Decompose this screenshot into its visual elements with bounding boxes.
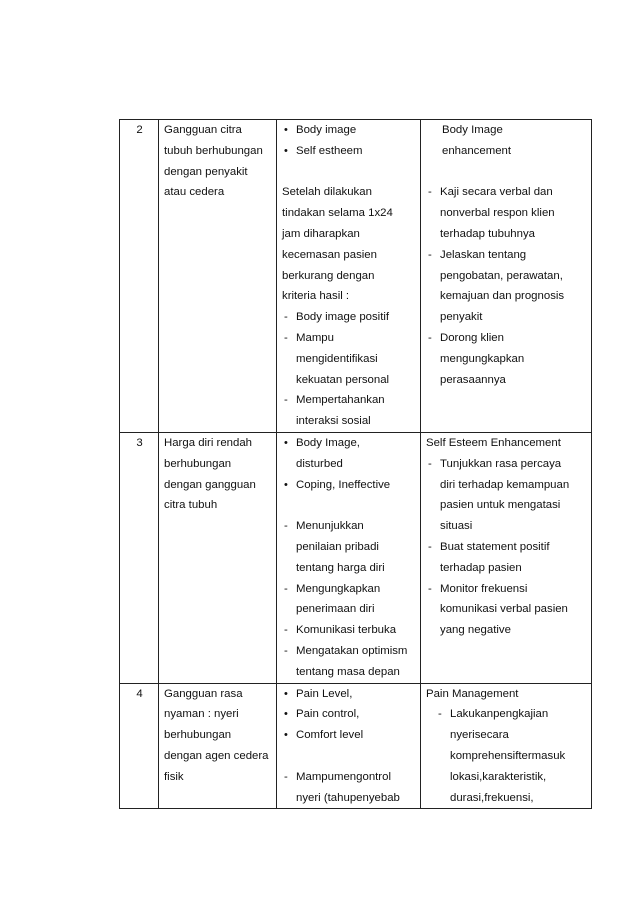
criteria-item: - Mengatakan optimism tentang masa depan [282,641,416,683]
bullet-item: • Body image [282,120,416,141]
row-number: 4 [120,683,159,809]
diagnosis-cell: Gangguan rasa nyaman : nyeri berhubungan dengan agen cedera fisik [159,683,277,809]
intervention-item: - Lakukanpengkajian nyerisecara komprehensiftermasuk lokasi,karakteristik, durasi,frekuensi, [426,704,587,808]
bullet-item: • Coping, Ineffective [282,475,416,496]
criteria-item: - Menunjukkan penilaian pribadi tentang harga diri [282,516,416,578]
diagnosis-cell: Gangguan citra tubuh berhubungan dengan penyakit atau cedera [159,120,277,433]
intervention-cell: Body Image enhancement - Kaji secara verbal dan nonverbal respon klien terhadap tubuhnya - Jelaskan tentang pengobatan, perawatan, kemajuan dan prognosis penyakit - Dorong klien mengungkapkan perasaannya [421,120,592,433]
criteria-item: - Mempertahankan interaksi sosial [282,390,416,432]
row-number: 2 [120,120,159,433]
intervention-item: - Buat statement positif terhadap pasien [426,537,587,579]
intervention-item: - Jelaskan tentang pengobatan, perawatan, kemajuan dan prognosis penyakit [426,245,587,328]
bullet-item: • Pain Level, [282,684,416,705]
criteria-item: - Komunikasi terbuka [282,620,416,641]
intervention-item: - Monitor frekuensi komunikasi verbal pasien yang negative [426,579,587,641]
intervention-cell: Pain Management - Lakukanpengkajian nyerisecara komprehensiftermasuk lokasi,karakteristik, durasi,frekuensi, [421,683,592,809]
intervention-item: - Kaji secara verbal dan nonverbal respon klien terhadap tubuhnya [426,182,587,244]
bullet-item: • Pain control, [282,704,416,725]
outcome-cell [277,683,421,809]
nursing-care-plan-table [119,119,592,809]
intervention-item: - Tunjukkan rasa percaya diri terhadap kemampuan pasien untuk mengatasi situasi [426,454,587,537]
criteria-item: - Mampumengontrol nyeri (tahupenyebab [282,767,416,809]
intervention-item: - Dorong klien mengungkapkan perasaannya [426,328,587,390]
row-number: 3 [120,432,159,683]
table-row [120,120,592,433]
bullet-item: • Comfort level [282,725,416,746]
diagnosis-cell: Harga diri rendah berhubungan dengan gangguan citra tubuh [159,432,277,683]
table-row [120,683,592,809]
criteria-item: - Body image positif [282,307,416,328]
bullet-item: • Body Image, disturbed [282,433,416,475]
bullet-item: • Self estheem [282,141,416,162]
outcome-cell [277,432,421,683]
criteria-item: - Mampu mengidentifikasi kekuatan personal [282,328,416,390]
criteria-item: - Mengungkapkan penerimaan diri [282,579,416,621]
outcome-cell: • Body image • Self estheem Setelah dilakukan tindakan selama 1x24 jam diharapkan kecemasan pasien berkurang dengan kriteria hasil : - Body image positif - Mampu mengidentifikasi kekuatan personal - Mempertahankan interaksi sosial [277,120,421,433]
intervention-cell: Self Esteem Enhancement - Tunjukkan rasa percaya diri terhadap kemampuan pasien untuk mengatasi situasi - Buat statement positif terhadap pasien - Monitor frekuensi komunikasi verbal pasien yang negative [421,432,592,683]
table-row [120,432,592,683]
